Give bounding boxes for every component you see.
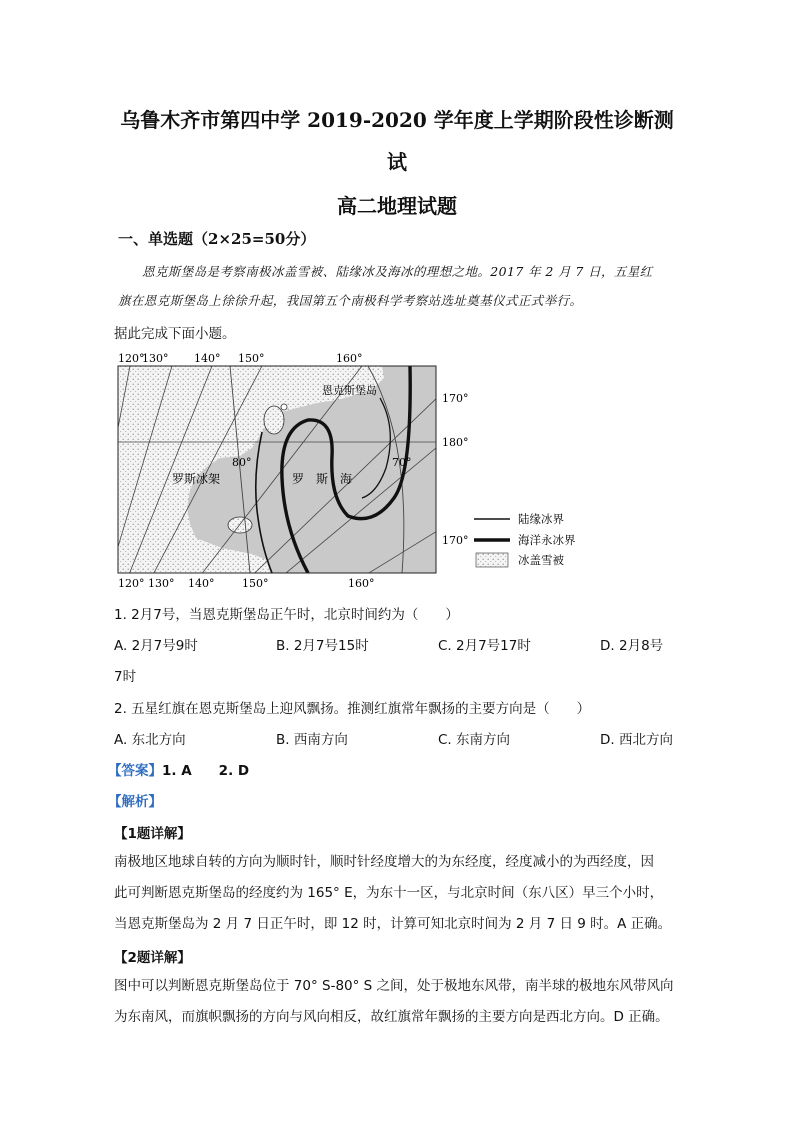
lon-label: 170°: [442, 534, 469, 547]
lon-label: 150°: [242, 577, 269, 590]
q2-analysis-body: [114, 971, 682, 1033]
lon-label: 140°: [188, 577, 215, 590]
analysis-line: 南极地区地球自转的方向为顺时针，顺时针经度增大的为东经度，经度减小的为西经度，因: [114, 854, 654, 870]
question-2-option-c: C. 东南方向: [438, 732, 511, 748]
section-heading: 一、单选题（2×25=50分）: [118, 230, 316, 248]
question-2-stem: 2. 五星红旗在恩克斯堡岛上迎风飘扬。推测红旗常年飘扬的主要方向是（ ）: [114, 701, 591, 717]
lon-label: 120°: [118, 577, 145, 590]
page-title-line1: 乌鲁木齐市第四中学 2019-2020 学年度上学期阶段性诊断测: [120, 108, 674, 132]
q1-analysis-heading: 【1题详解】: [114, 826, 191, 842]
question-2-option-d: D. 西北方向: [600, 732, 673, 748]
answer-label: 【答案】: [108, 763, 162, 779]
island-label: 恩克斯堡岛: [322, 384, 377, 397]
answer-text: 1. A 2. D: [162, 763, 250, 779]
answer-row: [108, 759, 249, 779]
lon-label: 130°: [142, 352, 169, 365]
legend-label: 陆缘冰界: [518, 512, 564, 526]
question-2-option-b: B. 西南方向: [276, 732, 348, 748]
island-shape: [264, 406, 284, 434]
question-1-option-b: B. 2月7号15时: [276, 638, 369, 654]
ross-sea-map: [112, 348, 612, 594]
question-2-option-a: A. 东北方向: [114, 732, 186, 748]
lon-label: 170°: [442, 392, 469, 405]
legend-label: 冰盖雪被: [518, 553, 564, 567]
question-1-option-d: D. 2月8号: [600, 638, 664, 654]
lat-label: 70°: [392, 456, 412, 469]
map-legend: [474, 512, 576, 567]
page-title-line2: 试: [387, 150, 407, 174]
question-1-option-a: A. 2月7号9时: [114, 638, 198, 654]
lat-label: 80°: [232, 456, 252, 469]
ice-shelf-label: 罗斯冰架: [172, 472, 221, 486]
analysis-label: 【解析】: [108, 794, 162, 810]
q1-analysis-body: [114, 847, 682, 940]
q2-analysis-heading: 【2题详解】: [114, 950, 191, 966]
lon-label: 160°: [336, 352, 363, 365]
lon-label: 130°: [148, 577, 175, 590]
passage-line-1: 恩克斯堡岛是考察南极冰盖雪被、陆缘冰及海冰的理想之地。2017 年 2 月 7 日，五星红: [142, 264, 653, 279]
analysis-line: 为东南风，而旗帜飘扬的方向与风向相反，故红旗常年飘扬的主要方向是西北方向。D 正确。: [114, 1009, 669, 1025]
question-1-stem: 1. 2月7号，当恩克斯堡岛正午时，北京时间约为（ ）: [114, 607, 459, 623]
question-1-option-c: C. 2月7号17时: [438, 638, 531, 654]
lon-label: 140°: [194, 352, 221, 365]
lon-label: 150°: [238, 352, 265, 365]
question-1-option-d-cont: 7时: [114, 669, 137, 685]
legend-label: 海洋永冰界: [518, 533, 576, 547]
island-shape: [228, 517, 252, 533]
analysis-line: 图中可以判断恩克斯堡岛位于 70° S-80° S 之间，处于极地东风带，南半球的极地东风带风向: [114, 978, 674, 994]
station-marker: [281, 404, 287, 410]
page-subtitle: 高二地理试题: [337, 194, 457, 218]
lon-label: 180°: [442, 436, 469, 449]
analysis-line: 当恩克斯堡岛为 2 月 7 日正午时，即 12 时，计算可知北京时间为 2 月 7 日 9 时。A 正确。: [114, 916, 672, 932]
analysis-line: 此可判断恩克斯堡岛的经度约为 165° E，为东十一区，与北京时间（东八区）早三个小时，: [114, 885, 664, 901]
passage-line-2: 旗在恩克斯堡岛上徐徐升起，我国第五个南极科学考察站选址奠基仪式正式举行。: [118, 293, 583, 308]
lon-label: 120°: [118, 352, 145, 365]
lon-label: 160°: [348, 577, 375, 590]
sea-label: 罗 斯 海: [292, 472, 353, 486]
instruction: 据此完成下面小题。: [114, 326, 236, 342]
